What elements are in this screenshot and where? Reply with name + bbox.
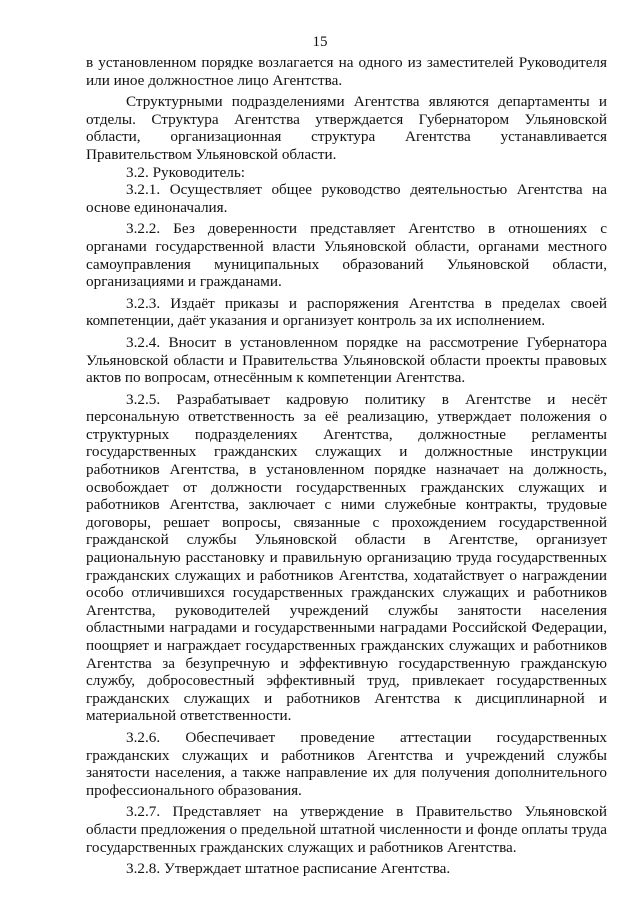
- document-body: [86, 54, 607, 878]
- section-heading-3-2: 3.2. Руководитель:: [126, 163, 245, 181]
- paragraph-3-2-3: 3.2.3. Издаёт приказы и распоряжения Агентства в пределах своей компетенции, даёт указания и организует контроль за их исполнением.: [86, 294, 607, 330]
- paragraph-3-2-8: 3.2.8. Утверждает штатное расписание Агентства.: [126, 860, 451, 878]
- paragraph-3-2-6: 3.2.6. Обеспечивает проведение аттестации государственных гражданских служащих и работников Агентства и учреждений службы занятости населения, а также направление их для получения дополнительного профессионального образования.: [86, 728, 607, 799]
- paragraph-3-2-2: 3.2.2. Без доверенности представляет Агентство в отношениях с органами государственной власти Ульяновской области, органами местного самоуправления муниципальных образований Ульяновской области, организациями и гражданами.: [86, 220, 607, 291]
- paragraph-structure: Структурными подразделениями Агентства являются департаменты и отделы. Структура Агентства утверждается Губернатором Ульяновской области, организационная структура Агентства устанавливается Правительством Ульяновской области.: [86, 93, 607, 163]
- paragraph-3-2-4: 3.2.4. Вносит в установленном порядке на рассмотрение Губернатора Ульяновской области и Правительства Ульяновской области проекты правовых актов по вопросам, отнесённым к компетенции Агентства.: [86, 333, 607, 387]
- paragraph-3-2-1: 3.2.1. Осуществляет общее руководство деятельностью Агентства на основе единоначалия.: [86, 181, 607, 216]
- paragraph-continuation: в установленном порядке возлагается на одного из заместителей Руководителя или иное должностное лицо Агентства.: [86, 54, 607, 89]
- page-number: 15: [312, 34, 328, 50]
- paragraph-3-2-5: 3.2.5. Разрабатывает кадровую политику в Агентстве и несёт персональную ответственность за её реализацию, утверждает положения о структурных подразделениях Агентства, должностные регламенты государственных гражданских служащих и должностные инструкции работников Агентства, в установленном порядке назначает на должность, освобождает от должности государственных гражданских служащих и работников Агентства, заключает с ними служебные контракты, трудовые договоры, решает вопросы, связанные с прохождением государственной гражданской службы Ульяновской области в Агентстве, организует рациональную расстановку и правильную организацию труда государственных гражданских служащих и работников Агентства, ходатайствует о награждении особо отличившихся государственных гражданских служащих и работников Агентства, руководителей учреждений службы занятости населения областными наградами и государственными наградами Российской Федерации, поощряет и награждает государственных гражданских служащих и работников Агентства за безупречную и эффективную государственную гражданскую службу, добросовестный эффективный труд, привлекает государственных гражданских служащих и работников Агентства к дисциплинарной и материальной ответственности.: [86, 390, 607, 725]
- paragraph-3-2-7: 3.2.7. Представляет на утверждение в Правительство Ульяновской области предложения о предельной штатной численности и фонде оплаты труда государственных гражданских служащих и работников Агентства.: [86, 803, 607, 856]
